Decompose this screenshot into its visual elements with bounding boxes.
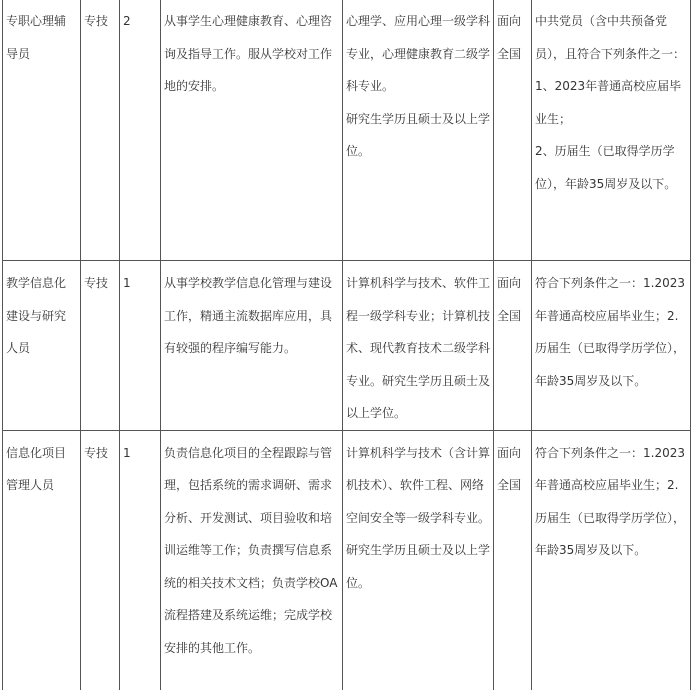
- conditions-cell: [532, 430, 691, 690]
- position-name: 信息化项目管理人员: [6, 445, 67, 492]
- recruit-scope: 面向全国: [497, 276, 522, 323]
- major-cell: [343, 430, 494, 690]
- position-category: 专技: [84, 445, 109, 460]
- job-duties: 从事学生心理健康教育、心理咨询及指导工作。服从学校对工作地的安排。: [164, 14, 333, 93]
- hire-count: 2: [123, 14, 131, 28]
- major-requirement: 计算机科学与技术（含计算机技术）、软件工程、网络空间安全等一级学科专业。研究生学历且硕士及以上学位。: [346, 445, 491, 590]
- position-category: 专技: [84, 14, 109, 28]
- count-cell: [120, 261, 161, 431]
- table-row: [3, 261, 691, 431]
- recruitment-table: [2, 0, 691, 690]
- major-cell: [343, 261, 494, 431]
- recruit-scope: 面向全国: [497, 445, 522, 492]
- conditions-cell: [532, 0, 691, 261]
- hire-count: 1: [123, 445, 131, 460]
- category-cell: [81, 430, 120, 690]
- duties-cell: [161, 0, 343, 261]
- position-name: 教学信息化建设与研究人员: [6, 276, 67, 355]
- major-cell: [343, 0, 494, 261]
- condition-item: 符合下列条件之一：1.2023年普通高校应届毕业生；2.历届生（已取得学历学位），年龄35周岁及以下。: [535, 445, 686, 557]
- major-requirement: 心理学、应用心理一级学科专业，心理健康教育二级学科专业。: [346, 14, 491, 93]
- position-cell: [3, 261, 81, 431]
- job-duties: 从事学校教学信息化管理与建设工作，精通主流数据库应用，具有较强的程序编写能力。: [164, 276, 333, 355]
- duties-cell: [161, 261, 343, 431]
- category-cell: [81, 0, 120, 261]
- condition-item: 符合下列条件之一：1.2023年普通高校应届毕业生；2.历届生（已取得学历学位），年龄35周岁及以下。: [535, 276, 686, 388]
- position-cell: [3, 430, 81, 690]
- table-row: [3, 0, 691, 261]
- condition-item: 1、2023年普通高校应届毕业生；: [535, 79, 682, 126]
- major-requirement: 计算机科学与技术、软件工程一级学科专业；计算机技术、现代教育技术二级学科专业。研究生学历且硕士及以上学位。: [346, 276, 491, 420]
- position-category: 专技: [84, 276, 109, 290]
- category-cell: [81, 261, 120, 431]
- recruit-scope: 面向全国: [497, 14, 522, 61]
- hire-count: 1: [123, 276, 131, 290]
- condition-item: 中共党员（含中共预备党员），且符合下列条件之一：: [535, 14, 686, 61]
- job-duties: 负责信息化项目的全程跟踪与管理，包括系统的需求调研、需求分析、开发测试、项目验收和培训运维等工作；负责撰写信息系统的相关技术文档；负责学校OA流程搭建及系统运维；完成学校安排的其他工作。: [164, 445, 338, 655]
- scope-cell: [494, 0, 532, 261]
- position-cell: [3, 0, 81, 261]
- degree-requirement: 研究生学历且硕士及以上学位。: [346, 111, 491, 158]
- duties-cell: [161, 430, 343, 690]
- scope-cell: [494, 430, 532, 690]
- count-cell: [120, 0, 161, 261]
- conditions-cell: [532, 261, 691, 431]
- count-cell: [120, 430, 161, 690]
- table-row: [3, 430, 691, 690]
- position-name: 专职心理辅导员: [6, 14, 67, 61]
- condition-item: 2、历届生（已取得学历学位），年龄35周岁及以下。: [535, 144, 677, 191]
- scope-cell: [494, 261, 532, 431]
